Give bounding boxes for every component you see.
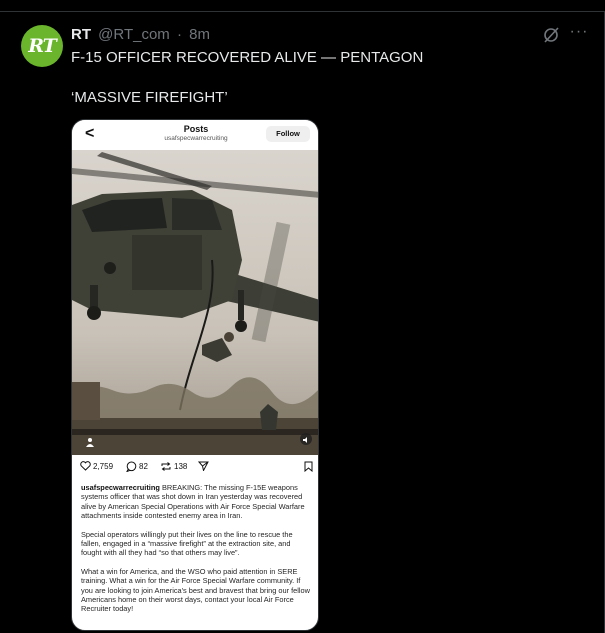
embedded-post-username: usafspecwarrecruiting <box>164 135 228 142</box>
comments <box>126 461 148 472</box>
top-divider <box>0 0 605 12</box>
avatar-logo-text: RT <box>28 35 56 57</box>
more-icon[interactable]: ··· <box>569 23 589 40</box>
tweet-header <box>71 26 210 43</box>
like-count: 2,759 <box>93 461 114 471</box>
caption-text-1: BREAKING: The missing F-15E weapons systems officer that was shot down in Iran yesterday was recovered alive by American Special Operations with Air Force Special Warfare attachments inside contested enemy area in Iran. <box>81 483 305 521</box>
tweet-text-line2: ‘MASSIVE FIREFIGHT’ <box>71 89 228 106</box>
caption-paragraph-3: What a win for America, and the WSO who paid attention in SERE training. What a win for the Air Force Special Warfare community. If you are looking to join America's best and bravest that bring our fellow Americans home on their worst days, contact your local Air Force Recruiter today! <box>81 566 311 614</box>
separator-dot: · <box>176 26 182 43</box>
embedded-follow-button: Follow <box>266 126 310 142</box>
author-handle[interactable]: @RT_com <box>98 26 170 43</box>
bookmark-icon <box>304 461 313 472</box>
embedded-post-title: Posts <box>183 124 209 134</box>
grok-icon[interactable] <box>542 26 560 44</box>
caption-username: usafspecwarrecruiting <box>81 483 160 492</box>
reposts <box>160 461 187 472</box>
heart-icon <box>80 461 91 471</box>
embedded-post-caption <box>81 483 313 623</box>
caption-paragraph-1 <box>81 483 313 521</box>
embedded-post-actions <box>80 461 316 477</box>
comment-count: 82 <box>139 462 148 471</box>
avatar[interactable] <box>21 25 63 67</box>
tweet-text-line1: F-15 OFFICER RECOVERED ALIVE — PENTAGON <box>71 49 424 66</box>
tweet-media-image[interactable] <box>71 119 319 631</box>
tweet[interactable] <box>0 13 604 633</box>
author-name[interactable]: RT <box>71 26 91 43</box>
back-icon: < <box>85 125 95 142</box>
share <box>198 461 209 471</box>
comment-icon <box>126 461 137 472</box>
bookmark <box>304 461 313 472</box>
embedded-post-header <box>72 120 319 150</box>
caption-paragraph-2: Special operators willingly put their lives on the line to rescue the fallen, engaged in a “massive firefight” at the extraction site, and fought with all they had “so that others may live”. <box>81 529 293 558</box>
user-tag-icon <box>85 434 95 444</box>
share-icon <box>198 461 209 471</box>
mute-icon <box>300 433 312 445</box>
likes <box>80 461 113 471</box>
repost-count: 138 <box>174 462 188 471</box>
timestamp[interactable]: 8m <box>189 26 210 43</box>
helicopter-photo <box>72 150 319 455</box>
repost-icon <box>160 461 172 472</box>
